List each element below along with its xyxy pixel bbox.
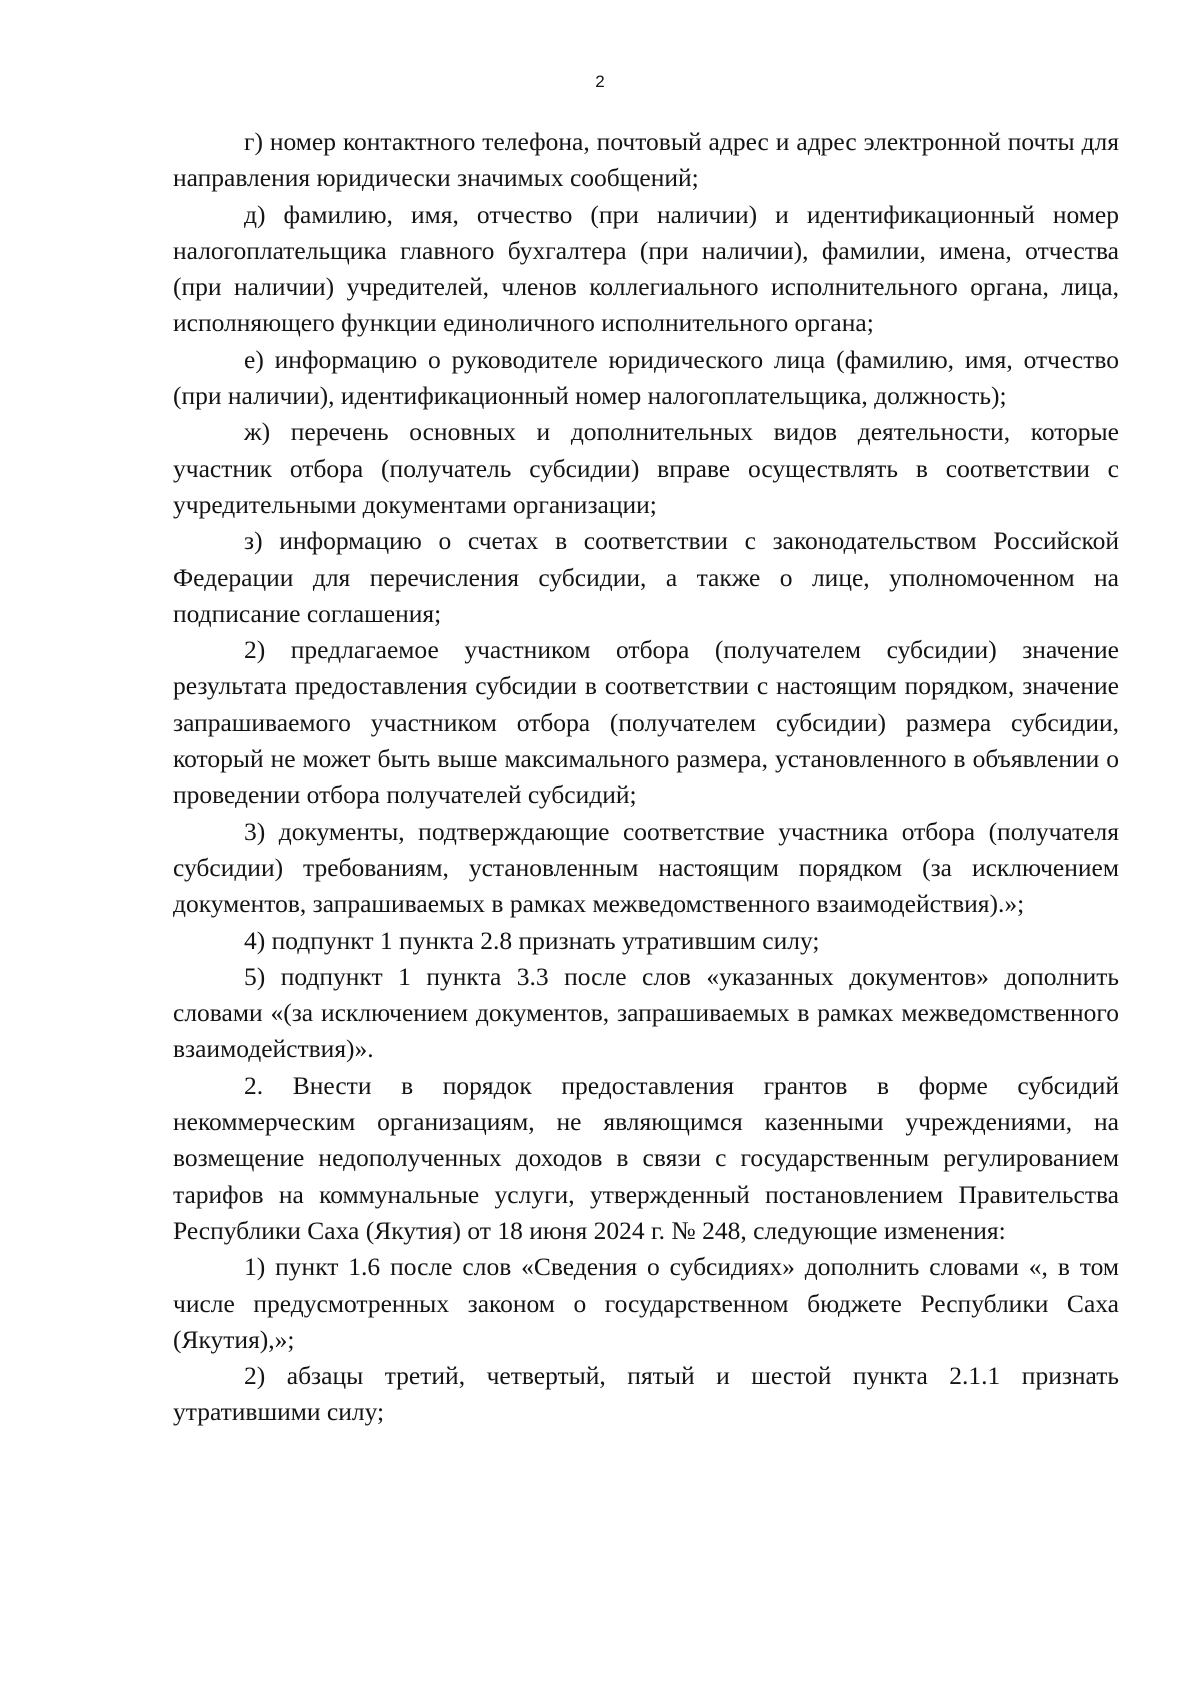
paragraph-section-2-item-2: 2) абзацы третий, четвертый, пятый и шестой пункта 2.1.1 признать утратившими силу; [173,1361,1119,1427]
document-body [173,124,1119,1431]
paragraph-compliance-documents: 3) документы, подтверждающие соответствие участника отбора (получателя субсидии) требованиям, установленным настоящим порядком (за исключением документов, запрашиваемых в рамках межведомственного взаимодействия).»; [173,816,1119,919]
paragraph-accountant-founders: д) фамилию, имя, отчество (при наличии) и идентификационный номер налогоплательщика главного бухгалтера (при наличии), фамилии, имена, отчества (при наличии) учредителей, членов коллегиального исполнительного органа, лица, исполняющего функции единоличного исполнительного органа; [173,199,1119,338]
page-number: 2 [595,72,605,91]
paragraph-head-info: е) информацию о руководителе юридического лица (фамилию, имя, отчество (при наличии), идентификационный номер налогоплательщика, должность); [173,344,1119,411]
paragraph-accounts-info: з) информацию о счетах в соответствии с законодательством Российской Федерации для перечисления субсидии, а также о лице, уполномоченном на подписание соглашения; [173,526,1119,628]
paragraph-section-2: 2. Внести в порядок предоставления грантов в форме субсидий некоммерческим организациям, не являющимся казенными учреждениями, на возмещение недополученных доходов в связи с государственным регулированием тарифов на коммунальные услуги, утвержденный постановлением Правительства Республики Саха (Якутия) от 18 июня 2024 г. № 248, следующие изменения: [173,1070,1119,1245]
paragraph-activities-list: ж) перечень основных и дополнительных видов деятельности, которые участник отбора (получатель субсидии) вправе осуществлять в соответствии с учредительными документами организации; [173,417,1119,519]
paragraph-section-2-item-1: 1) пункт 1.6 после слов «Сведения о субсидиях» дополнить словами «, в том числе предусмотренных законом о государственном бюджете Республики Саха (Якутия),»; [173,1252,1119,1354]
paragraph-contact-info: г) номер контактного телефона, почтовый адрес и адрес электронной почты для направления юридически значимых сообщений; [173,127,1119,193]
paragraph-item-4: 4) подпункт 1 пункта 2.8 признать утратившим силу; [244,925,820,955]
paragraph-result-value: 2) предлагаемое участником отбора (получателем субсидии) значение результата предоставления субсидии в соответствии с настоящим порядком, значение запрашиваемого участником отбора (получателем субсидии) размера субсидии, который не может быть выше максимального размера, установленного в объявлении о проведении отбора получателей субсидий; [173,635,1119,810]
paragraph-item-5: 5) подпункт 1 пункта 3.3 после слов «указанных документов» дополнить словами «(за исключением документов, запрашиваемых в рамках межведомственного взаимодействия)». [173,961,1119,1064]
